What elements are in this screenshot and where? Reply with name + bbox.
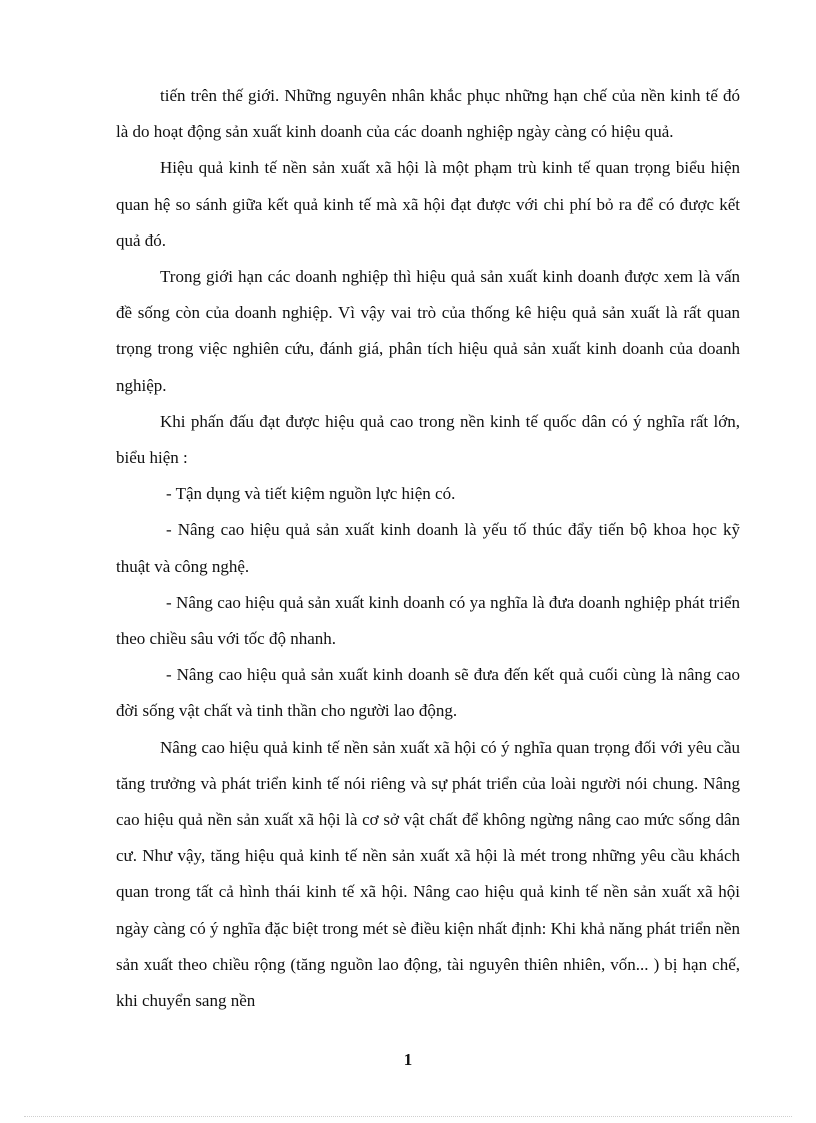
body-text: [116, 78, 740, 1019]
bullet-item: - Nâng cao hiệu quả sản xuất kinh doanh có ya nghĩa là đưa doanh nghiệp phát triển theo chiều sâu với tốc độ nhanh.: [116, 592, 740, 649]
paragraph-continuation: tiến trên thế giới. Những nguyên nhân khắc phục những hạn chế của nền kinh tế đó là do hoạt động sản xuất kinh doanh của các doanh nghiệp ngày càng có hiệu quả.: [116, 86, 740, 142]
bullet-item: - Nâng cao hiệu quả sản xuất kinh doanh sẽ đưa đến kết quả cuối cùng là nâng cao đời sống vật chất và tinh thần cho người lao động.: [116, 665, 740, 721]
bullet-item: - Nâng cao hiệu quả sản xuất kinh doanh là yếu tố thúc đẩy tiến bộ khoa học kỹ thuật và công nghệ.: [116, 520, 740, 576]
page-number: 1: [403, 1050, 413, 1069]
paragraph-economic-efficiency: Hiệu quả kinh tế nền sản xuất xã hội là một phạm trù kinh tế quan trọng biểu hiện quan hệ so sánh giữa kết quả kinh tế mà xã hội đạt được với chi phí bỏ ra để có được kết quả đó.: [116, 158, 740, 250]
paragraph-enterprise-limits: Trong giới hạn các doanh nghiệp thì hiệu quả sản xuất kinh doanh được xem là vấn đề sống còn của doanh nghiệp. Vì vậy vai trò của thống kê hiệu quả sản xuất là rất quan trọng trong việc nghiên cứu, đánh giá, phân tích hiệu quả sản xuất kinh doanh của doanh nghiệp.: [116, 267, 740, 395]
bullet-item: - Tận dụng và tiết kiệm nguồn lực hiện có.: [166, 484, 456, 504]
paragraph-social-production: Nâng cao hiệu quả kinh tế nền sản xuất xã hội có ý nghĩa quan trọng đối với yêu cầu tăng trưởng và phát triển kinh tế nói riêng và sự phát triển của loài người nói chung. Nâng cao hiệu quả nền sản xuất xã hội là cơ sở vật chất để không ngừng nâng cao mức sống dân cư. Như vậy, tăng hiệu quả kinh tế nền sản xuất xã hội là mét trong những yêu cầu khách quan trong tất cả hình thái kinh tế xã hội. Nâng cao hiệu quả kinh tế nền sản xuất xã hội ngày càng có ý nghĩa đặc biệt trong mét sè điều kiện nhất định: Khi khả năng phát triển nền sản xuất theo chiều rộng (tăng nguồn lao động, tài nguyên thiên nhiên, vốn... ) bị hạn chế, khi chuyển sang nền: [116, 737, 740, 1011]
page-bottom-divider: [24, 1116, 792, 1117]
paragraph-significance-intro: Khi phấn đấu đạt được hiệu quả cao trong nền kinh tế quốc dân có ý nghĩa rất lớn, biểu hiện :: [116, 411, 740, 468]
